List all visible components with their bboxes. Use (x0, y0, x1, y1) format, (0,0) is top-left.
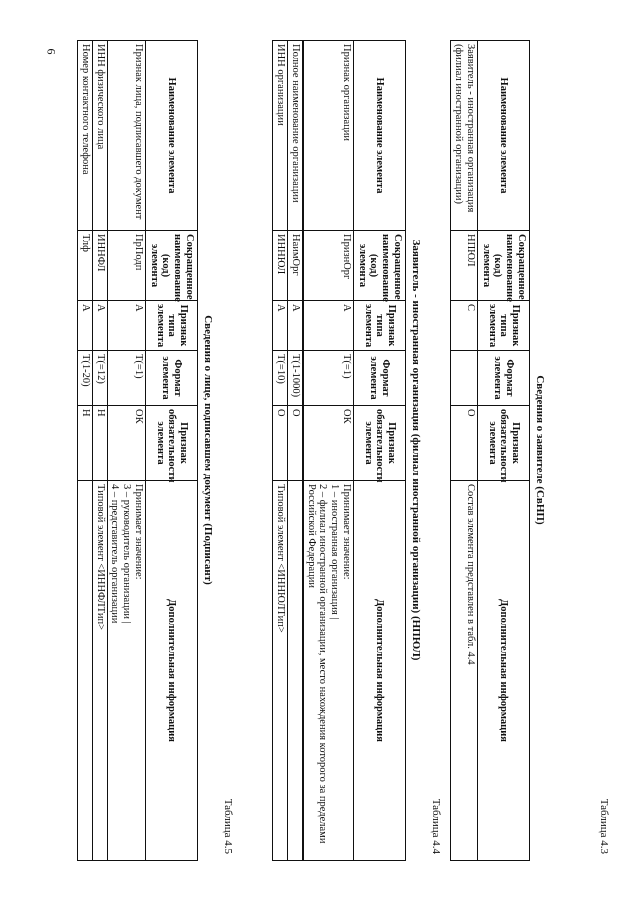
cell-format (451, 351, 478, 406)
cell-name: Заявитель - иностранная организация (филиал иностранной организации) (451, 41, 478, 231)
info-line: 3 – руководитель организации | (121, 484, 133, 624)
cell-code: ИННФЛ (93, 231, 108, 301)
cell-type: А (93, 301, 108, 351)
table-4-4 (273, 40, 407, 861)
header-type: Признак типа элемента (146, 301, 198, 351)
cell-info (78, 481, 93, 861)
header-format: Формат элемента (354, 351, 406, 406)
table-4-4-title: Заявитель - иностранная организация (филиал иностранной организации) (НПЮЛ) (410, 239, 422, 661)
table-4-3-label: Таблица 4.3 (598, 798, 610, 854)
header-format: Формат элемента (146, 351, 198, 406)
table-row (78, 41, 93, 861)
cell-mandatory: ОК (303, 406, 354, 481)
cell-info (107, 481, 145, 861)
cell-name: ИНН организации (273, 41, 288, 231)
cell-code: ПризнОрг (303, 231, 354, 301)
cell-code: НПЮЛ (451, 231, 478, 301)
cell-code: ПрПодп (107, 231, 145, 301)
cell-code: Тлф (78, 231, 93, 301)
table-4-5-label: Таблица 4.5 (222, 798, 234, 854)
header-code: Сокращенное наименование (код) элемента (478, 231, 530, 301)
cell-info: Типовой элемент <ИННЮЛТип> (273, 481, 288, 861)
header-name: Наименование элемента (146, 41, 198, 231)
table-row (288, 41, 303, 861)
info-line: 1 – иностранная организация | (329, 484, 341, 620)
header-mandatory: Признак обязательности элемента (354, 406, 406, 481)
cell-name: Номер контактного телефона (78, 41, 93, 231)
header-code: Сокращенное наименование (код) элемента (146, 231, 198, 301)
header-name: Наименование элемента (478, 41, 530, 231)
table-row (451, 41, 478, 861)
header-mandatory: Признак обязательности элемента (478, 406, 530, 481)
table-row (273, 41, 288, 861)
table-4-5-title: Сведения о лице, подписавшем документ (Подписант) (202, 315, 214, 585)
table-4-3 (451, 40, 531, 861)
cell-type: А (78, 301, 93, 351)
cell-format: T(1-1000) (288, 351, 303, 406)
cell-format: T(=10) (273, 351, 288, 406)
table-4-3-title: Сведения о заявителе (СвНП) (534, 375, 546, 525)
page-number: 6 (44, 48, 59, 55)
cell-mandatory: О (451, 406, 478, 481)
cell-info: Состав элемента представлен в табл. 4.4 (451, 481, 478, 861)
cell-info (288, 481, 303, 861)
cell-code: НаимОрг (288, 231, 303, 301)
header-type: Признак типа элемента (354, 301, 406, 351)
info-line: 4 – представитель организации (109, 484, 121, 624)
header-mandatory: Признак обязательности элемента (146, 406, 198, 481)
cell-mandatory: Н (93, 406, 108, 481)
cell-info: Типовой элемент <ИННФЛТип> (93, 481, 108, 861)
rotated-page-content (70, 40, 610, 860)
table-4-4-label: Таблица 4.4 (430, 798, 442, 854)
header-format: Формат элемента (478, 351, 530, 406)
cell-name: ИНН физического лица (93, 41, 108, 231)
cell-mandatory: О (288, 406, 303, 481)
cell-name: Признак организации (303, 41, 354, 231)
info-intro: Принимает значение: (133, 484, 144, 580)
cell-format: T(=1) (107, 351, 145, 406)
cell-format: T(=1) (303, 351, 354, 406)
cell-name: Полное наименование организации (288, 41, 303, 231)
table-4-5 (77, 40, 198, 861)
header-code: Сокращенное наименование (код) элемента (354, 231, 406, 301)
cell-type: А (303, 301, 354, 351)
header-type: Признак типа элемента (478, 301, 530, 351)
cell-name: Признак лица, подписавшего документ (107, 41, 145, 231)
header-name: Наименование элемента (354, 41, 406, 231)
table-row (303, 41, 354, 861)
cell-mandatory: О (273, 406, 288, 481)
cell-type: С (451, 301, 478, 351)
cell-format: T(1-20) (78, 351, 93, 406)
cell-format: T(=12) (93, 351, 108, 406)
table-row (93, 41, 108, 861)
cell-info (303, 481, 354, 861)
header-info: Дополнительная информация (146, 481, 198, 861)
cell-type: А (273, 301, 288, 351)
cell-mandatory: ОК (107, 406, 145, 481)
info-intro: Принимает значение: (341, 484, 352, 580)
cell-type: А (288, 301, 303, 351)
table-row (107, 41, 145, 861)
cell-mandatory: Н (78, 406, 93, 481)
header-info: Дополнительная информация (478, 481, 530, 861)
cell-type: А (107, 301, 145, 351)
info-line: 2 – филиал иностранной организации, место нахождения которого за пределами Российской Федерации (305, 484, 329, 844)
header-info: Дополнительная информация (354, 481, 406, 861)
cell-code: ИННЮЛ (273, 231, 288, 301)
